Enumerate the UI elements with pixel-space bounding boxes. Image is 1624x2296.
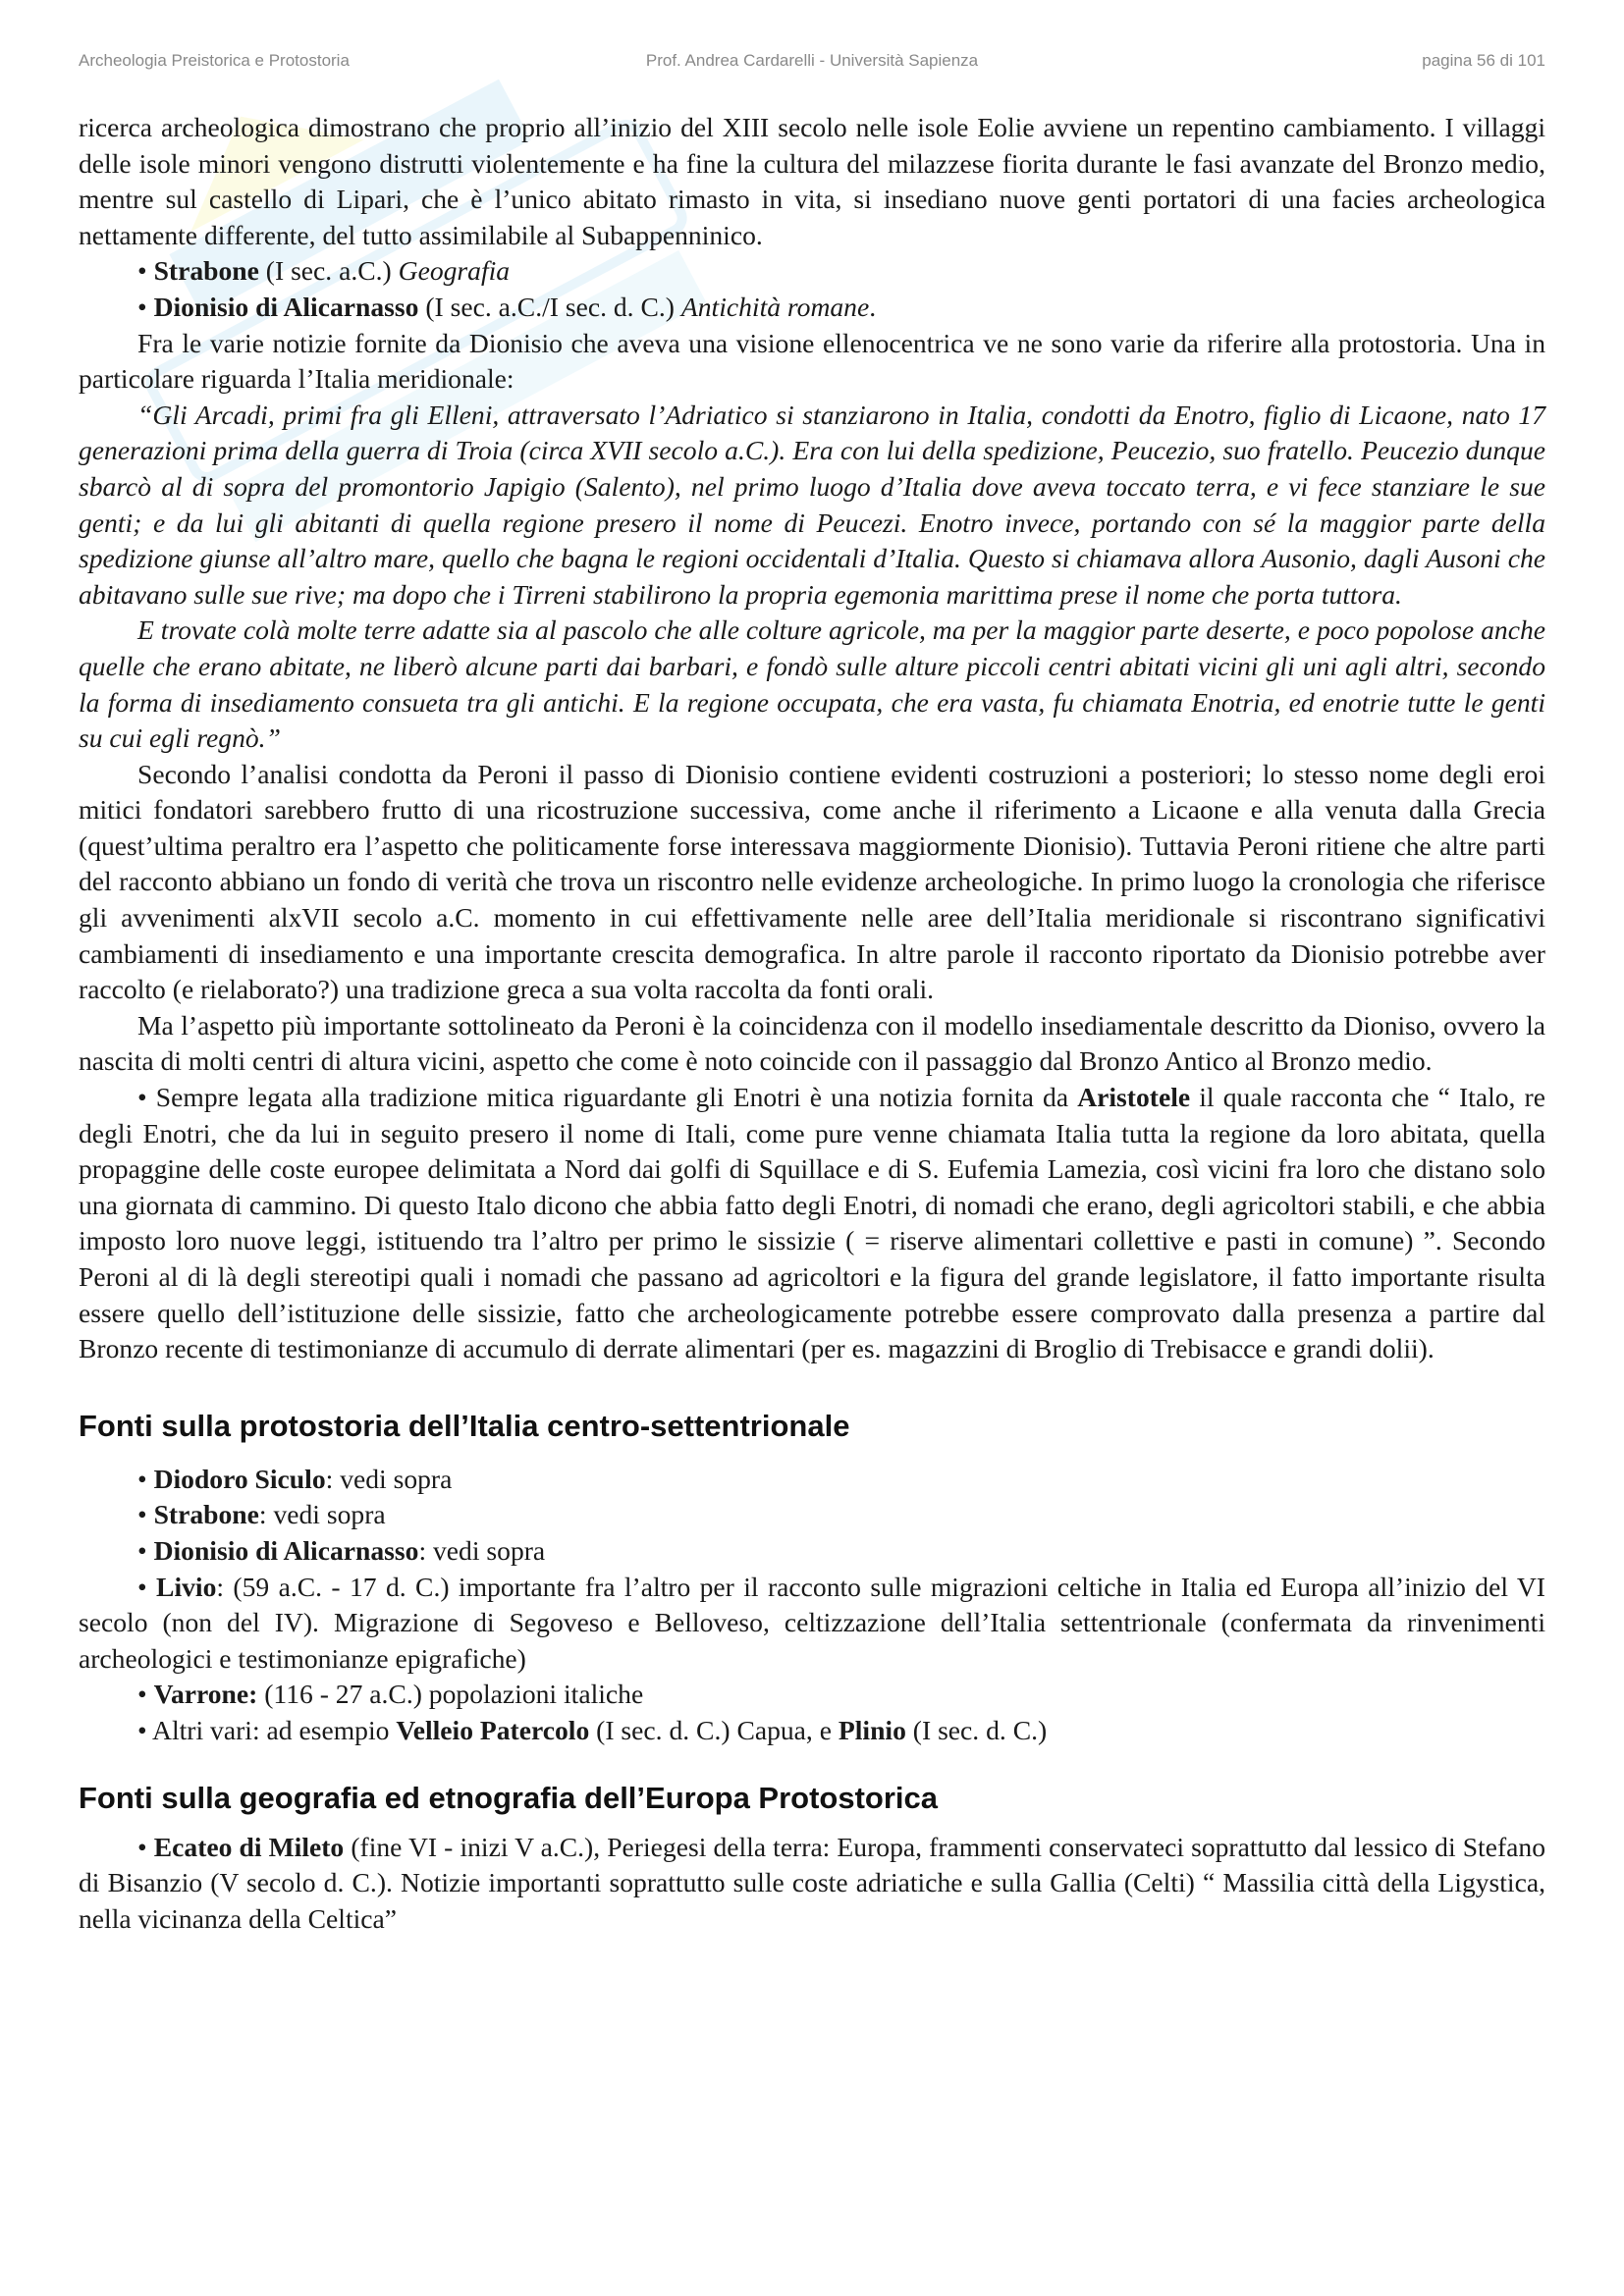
- paragraph-aristotele: • Sempre legata alla tradizione mitica riguardante gli Enotri è una notizia fornita da Aristotele il quale racconta che “ Italo, re degli Enotri, che da lui in seguito presero il nome di Itali, come pure venne chiamata Italia tutta la regione da loro abitata, quella propaggine delle coste europee delimitata a Nord dai golfi di Squillace e di S. Eufemia Lamezia, così vicini fra loro che distano solo una giornata di cammino. Di questo Italo dicono che abbia fatto degli Enotri, di nomadi che erano, degli agricoltori stabili, e che abbia imposto loro nuove leggi, istituendo tra l’altro per primo le sissizie ( = riserve alimentari collettive e pasti in comune) ”. Secondo Peroni al di là degli stereotipi quali i nomadi che passano ad agricoltori e la figura del grande legislatore, il fatto importante risulta essere quello dell’istituzione delle sissizie, fatto che archeologicamente potrebbe essere comprovato dalla presenza a partire dal Bronzo recente di testimonianze di accumulo di derrate alimentari (per es. magazzini di Broglio di Trebisacce e grandi dolii).: [79, 1082, 1545, 1364]
- list-item: • Ecateo di Mileto (fine VI - inizi V a.C.), Periegesi della terra: Europa, frammenti conservateci soprattutto dal lessico di Stefano di Bisanzio (V secolo d. C.). Notizie importanti soprattutto sulle coste adriatiche e sulla Gallia (Celti) “ Massilia città della Ligystica, nella vicinanza della Celtica”: [79, 1831, 1546, 1934]
- list-item: • Varrone: (116 - 27 a.C.) popolazioni italiche: [137, 1679, 644, 1710]
- section-heading: Fonti sulla protostoria dell’Italia centro-settentrionale: [79, 1408, 850, 1443]
- section-heading: Fonti sulla geografia ed etnografia dell’Europa Protostorica: [79, 1780, 939, 1815]
- main-text: [79, 110, 1545, 1937]
- paragraph: Fra le varie notizie fornite da Dionisio che aveva una visione ellenocentrica ve ne sono varie da riferire alla protostoria. Una in particolare riguarda l’Italia meridionale:: [79, 327, 1545, 395]
- header-course: Archeologia Preistorica e Protostoria: [79, 51, 350, 70]
- paragraph: ricerca archeologica dimostrano che proprio all’inizio del XIII secolo nelle isole Eolie avviene un repentino cambiamento. I villaggi delle isole minori vengono distrutti violentemente e ha fine la cultura del milazzese fiorita durante le fasi avanzate del Bronzo medio, mentre sul castello di Lipari, che è l’unico abitato rimasto in vita, si insediano nuove genti portatori di una facies archeologica nettamente differente, del tutto assimilabile al Subappenninico.: [79, 112, 1545, 250]
- page-header: [79, 51, 1545, 75]
- quote-paragraph: E trovate colà molte terre adatte sia al pascolo che alle colture agricole, ma per la maggior parte deserte, e poco popolose anche quelle che erano abitate, ne liberò alcune parti dai barbari, e fondò sulle alture piccoli centri abitati vicini gli uni agli altri, secondo la forma di insediamento consueta tra gli antichi. E la regione occupata, che era vasta, fu chiamata Enotria, ed enotrie tutte le genti su cui egli regnò.”: [79, 614, 1545, 754]
- list-item: • Diodoro Siculo: vedi sopra: [137, 1463, 453, 1494]
- header-author: Prof. Andrea Cardarelli - Università Sapienza: [645, 51, 979, 70]
- list-item: • Dionisio di Alicarnasso: vedi sopra: [137, 1534, 546, 1566]
- list-item: • Altri vari: ad esempio Velleio Patercolo (I sec. d. C.) Capua, e Plinio (I sec. d. C.): [137, 1714, 1048, 1745]
- bullet-dionisio: • Dionisio di Alicarnasso (I sec. a.C./I sec. d. C.) Antichità romane.: [137, 291, 877, 322]
- bullet-strabone: • Strabone (I sec. a.C.) Geografia: [137, 255, 511, 287]
- paragraph: Ma l’aspetto più importante sottolineato da Peroni è la coincidenza con il modello insediamentale descritto da Dioniso, ovvero la nascita di molti centri di altura vicini, aspetto che come è noto coincide con il passaggio dal Bronzo Antico al Bronzo medio.: [79, 1009, 1545, 1077]
- quote-paragraph: “Gli Arcadi, primi fra gli Elleni, attraversato l’Adriatico si stanziarono in Italia, condotti da Enotro, figlio di Licaone, nato 17 generazioni prima della guerra di Troia (circa XVII secolo a.C.). Era con lui della spedizione, Peucezio, suo fratello. Peucezio dunque sbarcò al di sopra del promontorio Japigio (Salento), nel primo luogo d’Italia dove aveva toccato terra, e vi fece stanziare le sue genti; e da lui gli abitanti di quella regione presero il nome di Peucezi. Enotro invece, portando con sé la maggior parte della spedizione giunse all’altro mare, quello che bagna le regioni occidentali d’Italia. Questo si chiamava allora Ausonio, dagli Ausoni che abitavano sulle sue rive; ma dopo che i Tirreni stabilirono la propria egemonia marittima prese il nome che porta tuttora.: [79, 399, 1545, 610]
- paragraph: Secondo l’analisi condotta da Peroni il passo di Dionisio contiene evidenti costruzioni a posteriori; lo stesso nome degli eroi mitici fondatori sarebbero frutto di una ricostruzione successiva, come anche il riferimento a Licaone e alla venuta dalla Grecia (quest’ultima peraltro era l’aspetto che politicamente forse interessava maggiormente Dionisio). Tuttavia Peroni ritiene che altre parti del racconto abbiano un fondo di verità che trova un riscontro nelle evidenze archeologiche. In primo luogo la cronologia che riferisce gli avvenimenti alxVII secolo a.C. momento in cui effettivamente nelle aree dell’Italia meridionale si riscontrano significativi cambiamenti di insediamento e una importante crescita demografica. In altre parole il racconto riportato da Dionisio potrebbe aver raccolto (e rielaborato?) una tradizione greca a sua volta raccolta da fonti orali.: [79, 758, 1545, 1005]
- list-item: • Livio: (59 a.C. - 17 d. C.) importante fra l’altro per il racconto sulle migrazioni celtiche in Italia ed Europa all’inizio del VI secolo (non del IV). Migrazione di Segoveso e Belloveso, celtizzazione dell’Italia settentrionale (confermata da rinvenimenti archeologici e testimonianze epigrafiche): [79, 1571, 1545, 1674]
- page-number: pagina 56 di 101: [1422, 51, 1545, 70]
- list-item: • Strabone: vedi sopra: [137, 1499, 386, 1530]
